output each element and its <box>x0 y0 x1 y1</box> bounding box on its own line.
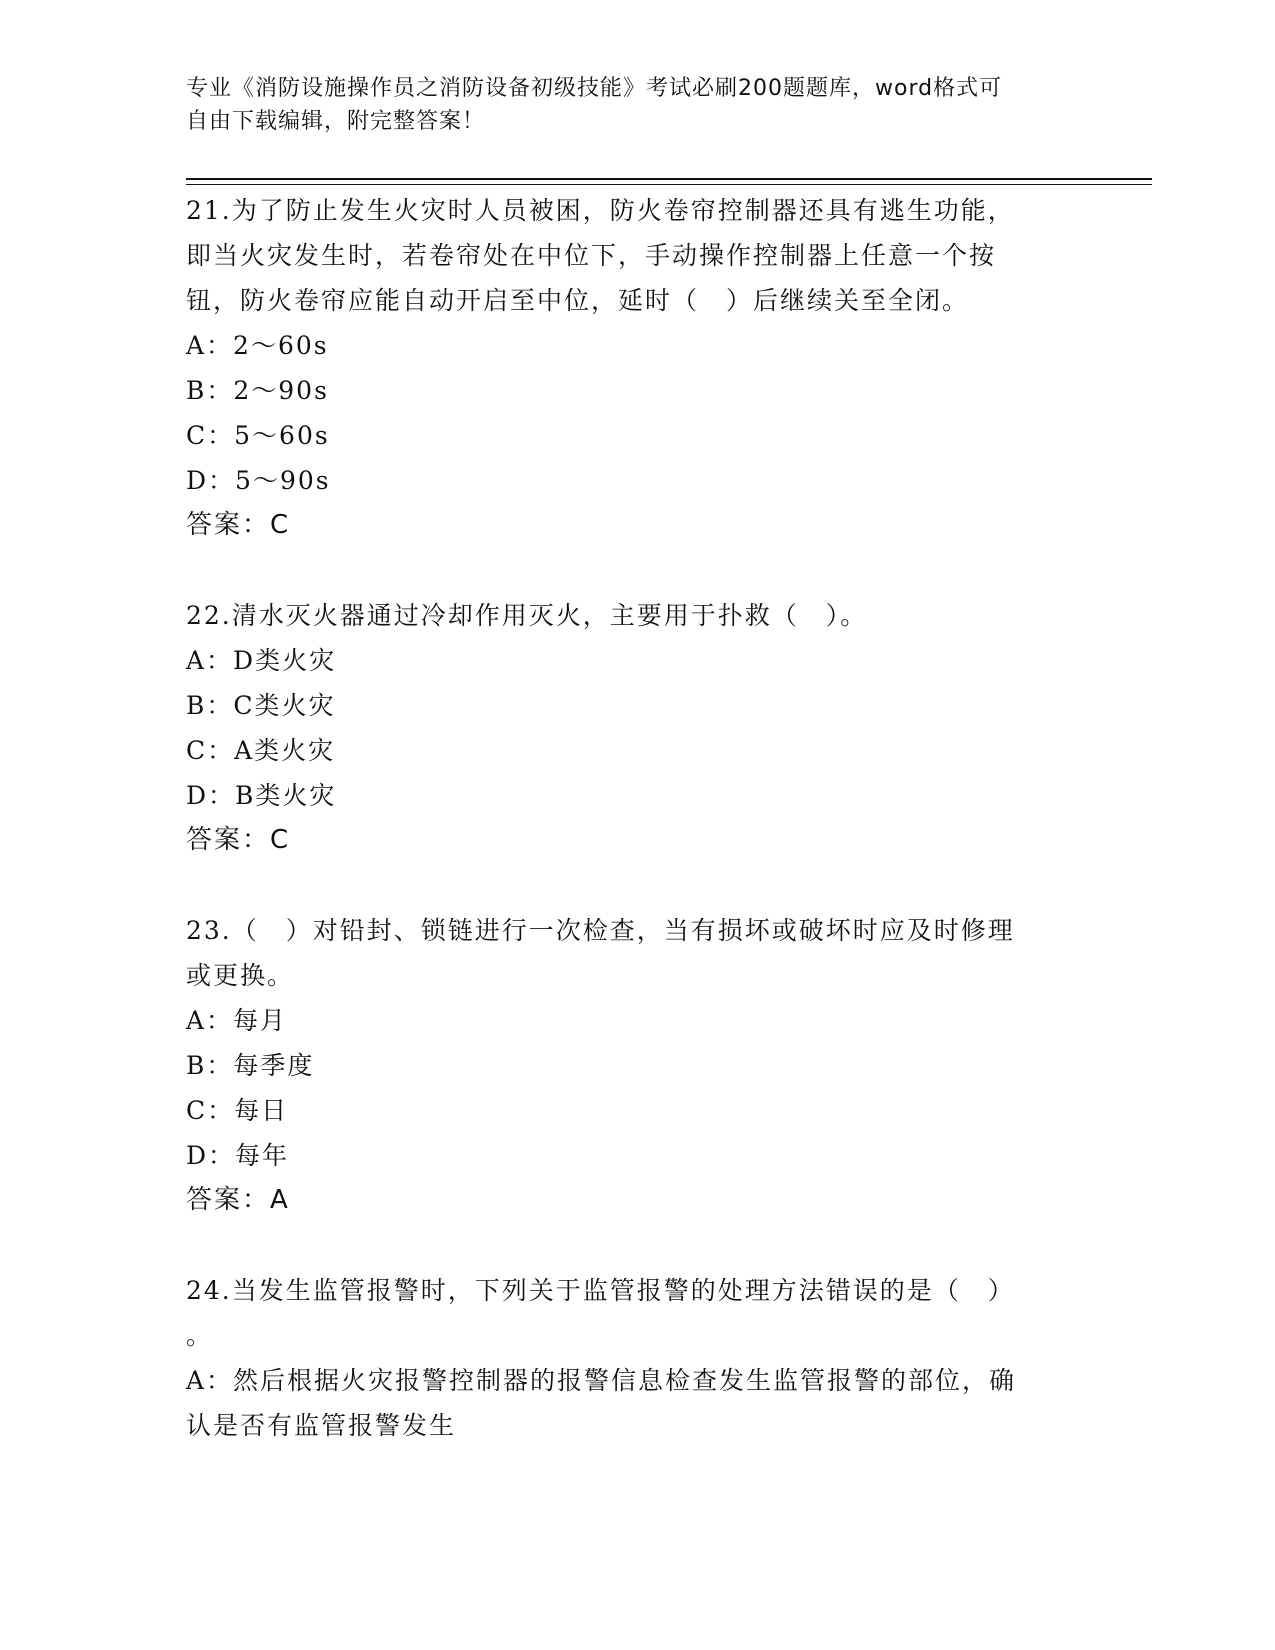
stem-line: 21.为了防止发生火灾时人员被困，防火卷帘控制器还具有逃生功能， <box>186 196 1015 225</box>
document-header <box>186 72 1066 138</box>
question-23 <box>186 908 1086 1223</box>
answer: 答案：C <box>186 510 291 540</box>
stem-line: 24.当发生监管报警时，下列关于监管报警的处理方法错误的是（ ） <box>186 1276 1015 1305</box>
stem-line: 或更换。 <box>186 961 295 990</box>
option-d: D：每年 <box>186 1141 290 1170</box>
header-divider-thick <box>186 178 1152 180</box>
option-a: A：2～60s <box>186 331 329 360</box>
option-c: C：每日 <box>186 1096 289 1125</box>
question-stem <box>186 188 1086 323</box>
option-c: C：5～60s <box>186 421 330 450</box>
question-list <box>186 188 1086 1448</box>
option-a: A：然后根据火灾报警控制器的报警信息检查发生监管报警的部位，确 <box>186 1366 1017 1395</box>
question-24 <box>186 1268 1086 1448</box>
stem-line: 钮，防火卷帘应能自动开启至中位，延时（ ）后继续关至全闭。 <box>186 286 970 315</box>
stem-line: 即当火灾发生时，若卷帘处在中位下，手动操作控制器上任意一个按 <box>186 241 997 270</box>
option-c: C：A类火灾 <box>186 736 336 765</box>
stem-line: 22.清水灭火器通过冷却作用灭火，主要用于扑救（ ）。 <box>186 601 868 630</box>
question-stem <box>186 1268 1086 1358</box>
question-stem <box>186 593 1086 638</box>
option-d: D：5～90s <box>186 466 331 495</box>
header-title-line-1: 专业《消防设施操作员之消防设备初级技能》考试必刷200题题库，word格式可 <box>186 76 1003 101</box>
answer: 答案：C <box>186 825 291 855</box>
option-a: A：D类火灾 <box>186 646 337 675</box>
header-divider-thin <box>186 184 1152 185</box>
question-22 <box>186 593 1086 863</box>
option-a-continued: 认是否有监管报警发生 <box>186 1411 457 1440</box>
stem-line: 23.（ ）对铅封、锁链进行一次检查，当有损坏或破坏时应及时修理 <box>186 916 1015 945</box>
answer: 答案：A <box>186 1185 290 1215</box>
question-21 <box>186 188 1086 548</box>
option-b: B：每季度 <box>186 1051 315 1080</box>
question-stem <box>186 908 1086 998</box>
option-d: D：B类火灾 <box>186 781 337 810</box>
option-b: B：C类火灾 <box>186 691 336 720</box>
stem-line: 。 <box>186 1321 214 1350</box>
option-b: B：2～90s <box>186 376 329 405</box>
option-a: A：每月 <box>186 1006 288 1035</box>
header-title-line-2: 自由下载编辑，附完整答案！ <box>186 109 486 134</box>
